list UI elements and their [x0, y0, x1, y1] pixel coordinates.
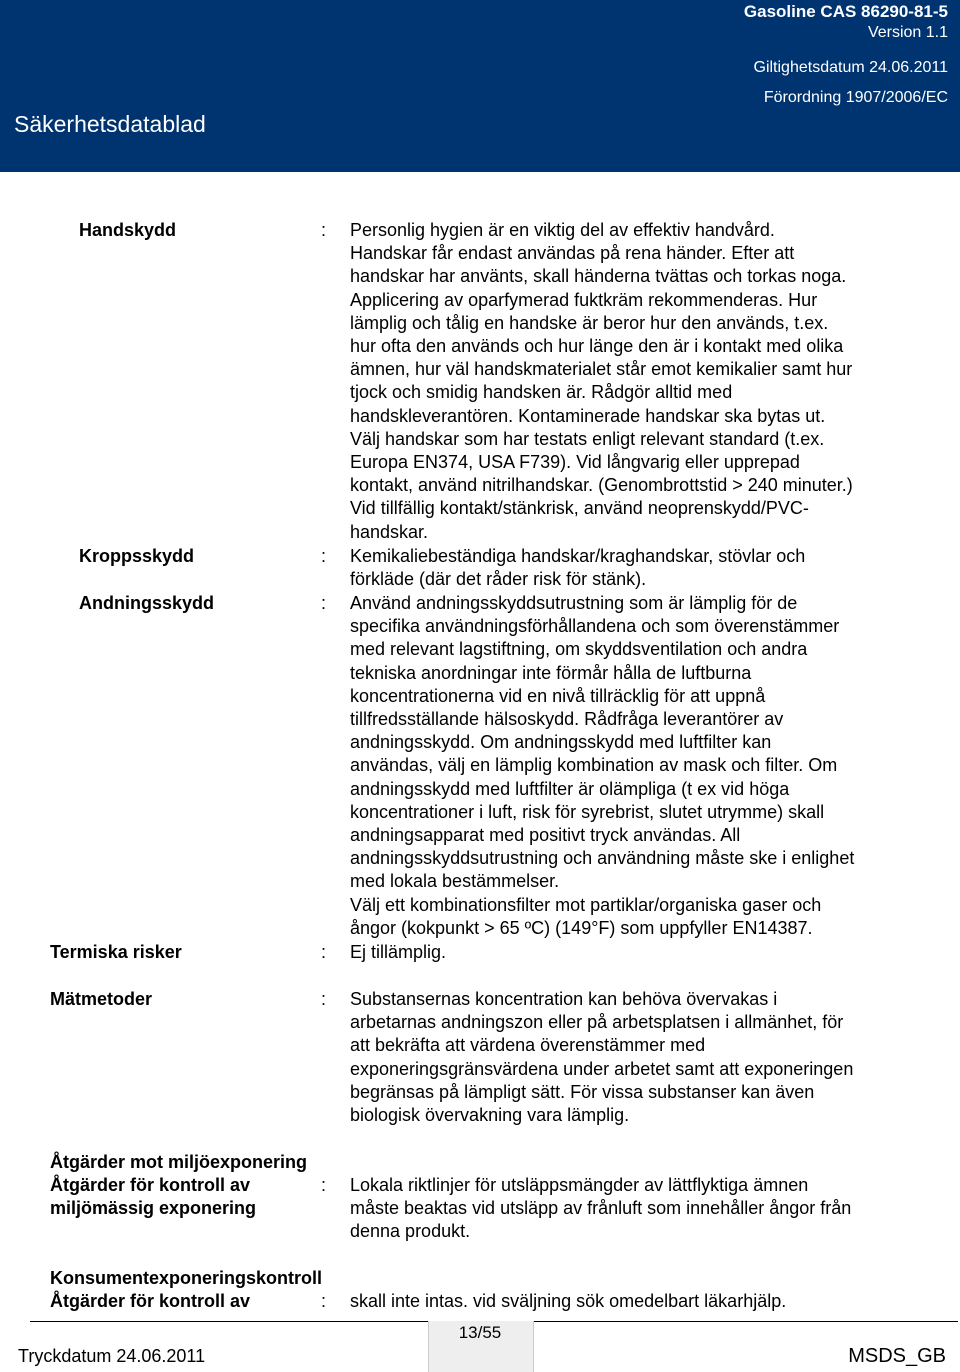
text-line: specifika användningsförhållandena och som överenstämmer [350, 616, 840, 637]
colon: : [321, 593, 327, 613]
label-matmetoder: Mätmetoder [50, 989, 153, 1009]
page-number: 13/55 [458, 1323, 502, 1342]
text-line: att bekräfta att värdena överenstämmer med [350, 1035, 706, 1056]
colon: : [321, 1291, 327, 1311]
label-termiska-risker: Termiska risker [50, 942, 182, 962]
label-kontroll-konsument: Åtgärder för kontroll av [50, 1291, 251, 1311]
text-termiska-risker [350, 941, 925, 964]
document-code: MSDS_GB [848, 1345, 946, 1367]
text-line: med lokala bestämmelser. [350, 871, 560, 892]
text-line: Europa EN374, USA F739). Vid långvarig eller upprepad [350, 452, 800, 473]
text-line: kontakt, använd nitrilhandskar. (Genombrottstid > 240 minuter.) [350, 475, 853, 496]
text-line: ämnen, hur väl handskmaterialet står emot kemikalier samt hur [350, 359, 853, 380]
text-line: koncentrationerna vid en nivå tillräcklig för att uppnå [350, 685, 766, 706]
print-date: Tryckdatum 24.06.2011 [18, 1346, 206, 1366]
validity-date: Giltighetsdatum 24.06.2011 [753, 59, 948, 76]
text-line: Handskar får endast användas på rena händer. Efter att [350, 243, 795, 264]
document-title: Säkerhetsdatablad [14, 111, 206, 137]
heading-konsumentexponering: Konsumentexponeringskontroll [50, 1268, 323, 1288]
text-line: skall inte intas. vid sväljning sök omedelbart läkarhjälp. [350, 1291, 787, 1311]
text-line: lämplig och tålig en handske är beror hur den används, t.ex. [350, 312, 829, 333]
text-line: måste beaktas vid utsläpp av frånluft som innehåller ångor från [350, 1198, 852, 1219]
text-line: Substansernas koncentration kan behöva övervakas i [350, 989, 778, 1009]
text-line: handskar. [350, 521, 429, 542]
text-line: biologisk övervakning vara lämplig. [350, 1105, 630, 1126]
text-line: denna produkt. [350, 1221, 471, 1242]
text-line: andningsskydd. Om andningsskydd med luftfilter kan [350, 732, 772, 753]
text-line: tillfredsställande hälsoskydd. Rådfråga leverantörer av [350, 709, 784, 730]
text-line: Applicering av oparfymerad fuktkräm rekommenderas. Hur [350, 289, 818, 310]
heading-miljoexponering: Åtgärder mot miljöexponering [50, 1152, 308, 1172]
text-kroppsskydd [350, 545, 925, 591]
label-andningsskydd: Andningsskydd [79, 593, 215, 613]
label-kontroll-miljo-2: miljömässig exponering [50, 1198, 257, 1218]
product-name: Gasoline CAS 86290-81-5 [743, 2, 948, 21]
text-line: med relevant lagstiftning, om skyddsventilation och andra [350, 639, 808, 660]
text-line: handskar har använts, skall händerna tvättas och torkas noga. [350, 266, 847, 287]
text-konsument [350, 1290, 925, 1313]
colon: : [321, 942, 327, 962]
text-line: handskleverantören. Kontaminerade handskar ska bytas ut. [350, 405, 826, 426]
text-line: tjock och smidig handsken är. Rådgör alltid med [350, 382, 733, 403]
colon: : [321, 220, 327, 240]
text-line: begränsas på lämpligt sätt. För vissa substanser kan även [350, 1081, 815, 1102]
label-handskydd: Handskydd [79, 220, 177, 240]
text-line: förkläde (där det råder risk för stänk). [350, 569, 647, 590]
document-version: Version 1.1 [867, 24, 948, 41]
text-line: Personlig hygien är en viktig del av effektiv handvård. [350, 220, 775, 240]
text-handskydd [350, 219, 925, 544]
text-line: Kemikaliebeständiga handskar/kraghandskar, stövlar och [350, 546, 806, 566]
colon: : [321, 546, 327, 566]
text-andningsskydd [350, 592, 925, 940]
text-matmetoder [350, 988, 925, 1127]
label-kontroll-miljo-1: Åtgärder för kontroll av [50, 1175, 251, 1195]
text-line: Välj ett kombinationsfilter mot partiklar/organiska gaser och [350, 894, 822, 915]
text-line: användas, välj en lämplig kombination av mask och filter. Om [350, 755, 838, 776]
text-line: Använd andningsskyddsutrustning som är lämplig för de [350, 593, 798, 613]
text-line: Lokala riktlinjer för utsläppsmängder av lättflyktiga ämnen [350, 1175, 809, 1195]
text-line: andningsskydd med luftfilter är olämpliga (t ex vid höga [350, 778, 790, 799]
text-miljo [350, 1174, 925, 1244]
colon: : [321, 1175, 327, 1195]
colon: : [321, 989, 327, 1009]
text-line: tekniska anordningar inte förmår hålla de luftburna [350, 662, 752, 683]
label-kroppsskydd: Kroppsskydd [79, 546, 195, 566]
text-line: Ej tillämplig. [350, 942, 447, 962]
regulation: Förordning 1907/2006/EC [763, 89, 948, 106]
text-line: Vid tillfällig kontakt/stänkrisk, använd neoprenskydd/PVC- [350, 498, 809, 519]
text-line: andningsskyddsutrustning och användning måste ske i enlighet [350, 848, 855, 869]
text-line: Välj handskar som har testats enligt relevant standard (t.ex. [350, 428, 825, 449]
text-line: arbetarnas andningszon eller på arbetsplatsen i allmänhet, för [350, 1012, 844, 1033]
text-line: exponeringsgränsvärdena under arbetet samt att exponeringen [350, 1058, 854, 1079]
text-line: hur ofta den används och hur länge den är i kontakt med olika [350, 336, 844, 357]
text-line: andningsapparat med positivt tryck användas. All [350, 825, 741, 846]
text-line: ångor (kokpunkt > 65 ºC) (149°F) som uppfyller EN14387. [350, 917, 813, 938]
text-line: koncentrationer i luft, risk för syrebrist, slutet utrymme) skall [350, 801, 825, 822]
